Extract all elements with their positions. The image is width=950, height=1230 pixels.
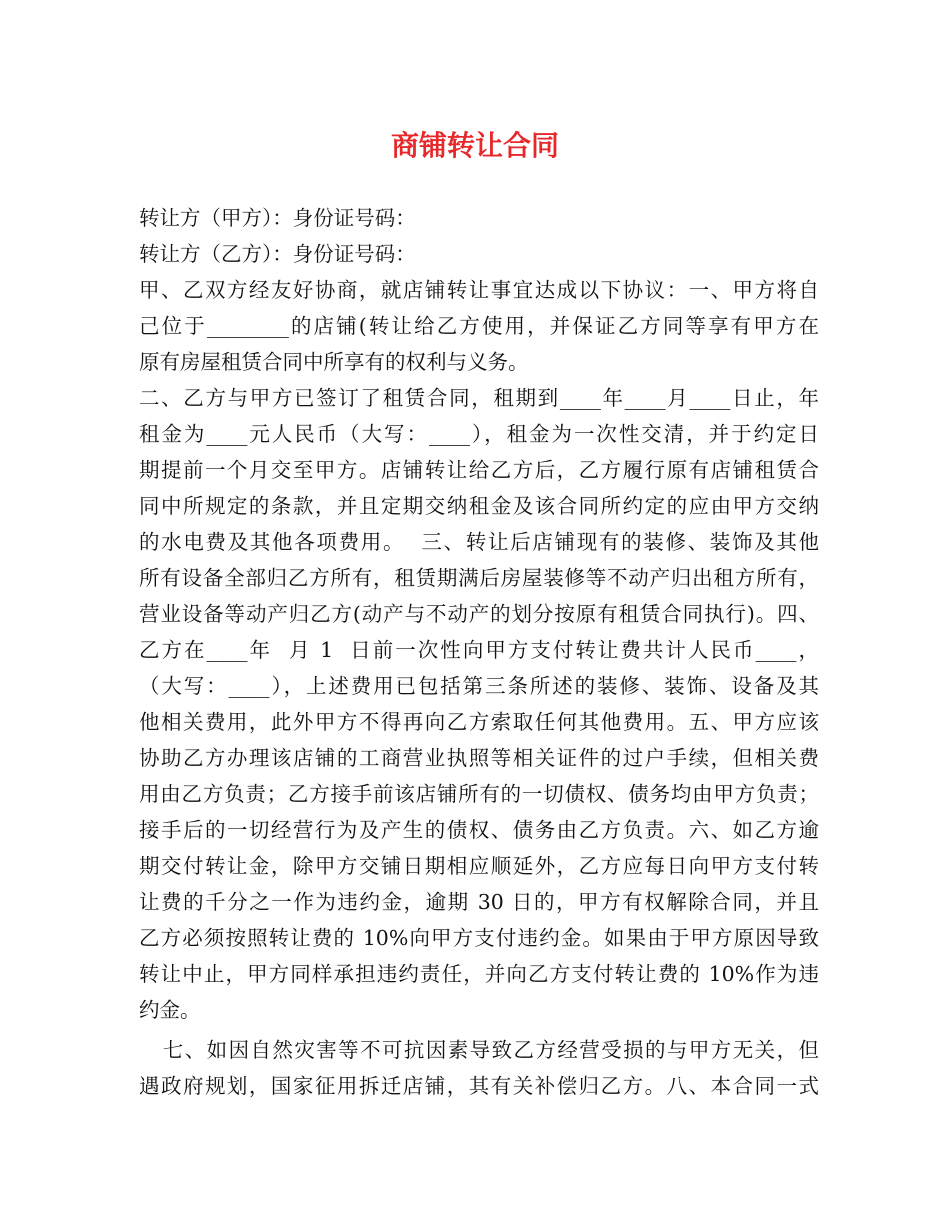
text-line-15: 他相关费用，此外甲方不得再向乙方索取任何其他费用。五、甲方应该 — [139, 710, 819, 734]
text-line-25: 遇政府规划，国家征用拆迁店铺，其有关补偿归乙方。八、本合同一式 — [139, 1074, 819, 1098]
text-line-6: 二、乙方与甲方已签订了租赁合同，租期到____年____月____日止，年 — [139, 386, 819, 410]
text-line-7: 租金为____元人民币（大写：____），租金为一次性交清，并于约定日 — [139, 422, 819, 446]
text-line-24: 七、如因自然灾害等不可抗因素导致乙方经营受损的与甲方无关，但 — [139, 1038, 819, 1062]
text-line-1: 转让方（甲方）：身份证号码： — [139, 206, 416, 230]
text-line-13: 乙方在____年 月 1 日前一次性向甲方支付转让费共计人民币____， — [139, 638, 819, 662]
text-line-20: 让费的千分之一作为违约金，逾期 30 日的，甲方有权解除合同，并且 — [139, 890, 819, 914]
text-line-17: 用由乙方负责；乙方接手前该店铺所有的一切债权、债务均由甲方负责； — [139, 782, 819, 806]
text-line-22: 转让中止，甲方同样承担违约责任，并向乙方支付转让费的 10%作为违 — [139, 962, 819, 986]
document-title: 商铺转让合同 — [390, 129, 559, 162]
text-line-12: 营业设备等动产归乙方(动产与不动产的划分按原有租赁合同执行)。四、 — [139, 602, 819, 626]
text-line-11: 所有设备全部归乙方所有，租赁期满后房屋装修等不动产归出租方所有， — [139, 566, 819, 590]
text-line-5: 原有房屋租赁合同中所享有的权利与义务。 — [139, 350, 529, 374]
text-line-9: 同中所规定的条款，并且定期交纳租金及该合同所约定的应由甲方交纳 — [139, 494, 819, 518]
text-line-2: 转让方（乙方）：身份证号码： — [139, 242, 416, 266]
text-line-18: 接手后的一切经营行为及产生的债权、债务由乙方负责。六、如乙方逾 — [139, 818, 819, 842]
text-line-19: 期交付转让金，除甲方交铺日期相应顺延外，乙方应每日向甲方支付转 — [139, 854, 819, 878]
text-line-3: 甲、乙双方经友好协商，就店铺转让事宜达成以下协议：一、甲方将自 — [139, 278, 819, 302]
text-line-10: 的水电费及其他各项费用。 三、转让后店铺现有的装修、装饰及其他 — [139, 530, 819, 554]
text-line-21: 乙方必须按照转让费的 10%向甲方支付违约金。如果由于甲方原因导致 — [139, 926, 819, 950]
text-line-16: 协助乙方办理该店铺的工商营业执照等相关证件的过户手续，但相关费 — [139, 746, 819, 770]
text-line-23: 约金。 — [139, 998, 201, 1022]
text-line-8: 期提前一个月交至甲方。店铺转让给乙方后，乙方履行原有店铺租赁合 — [139, 458, 819, 482]
text-line-4: 己位于________的店铺(转让给乙方使用，并保证乙方同等享有甲方在 — [139, 314, 819, 338]
text-line-14: （大写：____），上述费用已包括第三条所述的装修、装饰、设备及其 — [139, 674, 819, 698]
